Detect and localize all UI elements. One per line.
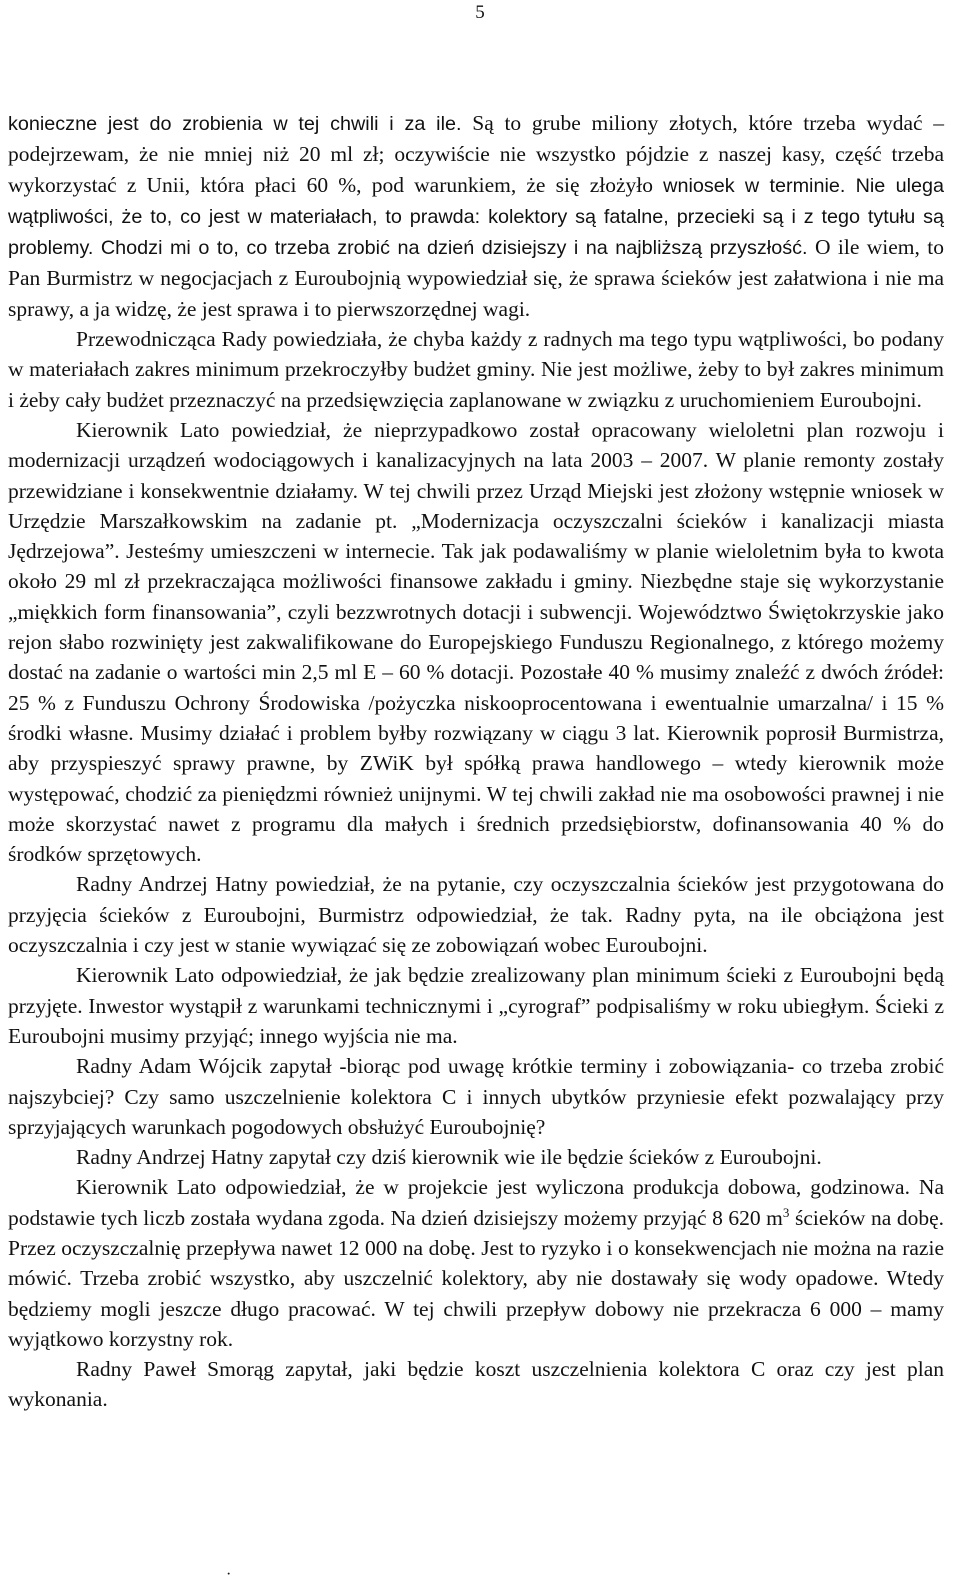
paragraph <box>8 1051 944 1142</box>
text-segment: konieczne jest do zrobienia w tej chwili i za ile. <box>8 113 473 135</box>
text-segment: O ile wiem, to Pan Burmistrz w negocjacjach z Euroubojnią wypowiedział się, że sprawa ścieków jest załatwiona i nie ma sprawy, a ja widzę, że jest sprawa i to pierwszorzędnej wagi. <box>8 235 944 321</box>
paragraph <box>8 415 944 869</box>
text-segment: wniosek w terminie. Nie ulega wątpliwości, że to, co jest w materiałach, to prawda: kolektory są fatalne, przecieki są i z tego tytułu są problemy. Chodzi mi o to, co trzeba zrobić na dzień dzisiejszy i na najbliższą przyszłość. <box>8 174 944 260</box>
page-number: 5 <box>475 2 485 23</box>
text-segment: Przewodnicząca Rady powiedziała, że chyba każdy z radnych ma tego typu wątpliwości, bo podany w materiałach zakres minimum przekroczyłby budżet gminy. Nie jest możliwe, żeby to był zakres minimum i żeby cały budżet przeznaczyć na przedsięwzięcia zaplanowane w związku z uruchomieniem Euroubojni. <box>8 327 944 412</box>
text-segment: Kierownik Lato odpowiedział, że w projekcie jest wyliczona produkcja dobowa, godzinowa. Na podstawie tych liczb została wydana zgoda. Na dzień dzisiejszy możemy przyjąć 8 620 m <box>8 1175 944 1230</box>
paragraph <box>8 1142 944 1172</box>
paragraph <box>8 960 944 1051</box>
paragraph <box>8 324 944 415</box>
text-segment: Kierownik Lato odpowiedział, że jak będzie zrealizowany plan minimum ścieki z Euroubojni będą przyjęte. Inwestor wystąpił z warunkami technicznymi i „cyrograf” podpisaliśmy w roku ubiegłym. Ścieki z Euroubojni musimy przyjąć; innego wyjścia nie ma. <box>8 963 944 1048</box>
text-segment: Radny Paweł Smorąg zapytał, jaki będzie koszt uszczelnienia kolektora C oraz czy jest plan wykonania. <box>8 1357 944 1412</box>
paragraph <box>8 869 944 960</box>
text-segment: Kierownik Lato powiedział, że nieprzypadkowo został opracowany wieloletni plan rozwoju i modernizacji urządzeń wodociągowych i kanalizacyjnych na lata 2003 – 2007. W planie remonty zostały przewidziane i konsekwentnie działamy. W tej chwili przez Urząd Miejski jest złożony wstępnie wniosek w Urzędzie Marszałkowskim na zadanie pt. „Modernizacja oczyszczalni ścieków i kanalizacji miasta Jędrzejowa”. Jesteśmy umieszczeni w internecie. Tak jak podawaliśmy w planie wieloletnim była to kwota około 29 ml zł przekraczająca możliwości finansowe zakładu i gminy. Niezbędne staje się wykorzystanie „miękkich form finansowania”, czyli bezzwrotnych dotacji i subwencji. Województwo Świętokrzyskie jako rejon słabo rozwinięty jest zakwalifikowane do Europejskiego Funduszu Regionalnego, z którego możemy dostać na zadanie o wartości min 2,5 ml E – 60 % dotacji. Pozostałe 40 % musimy znaleźć z dwóch źródeł: 25 % z Funduszu Ochrony Środowiska /pożyczka niskooprocentowana i ewentualnie umarzalna/ i 15 % środki własne. Musimy działać i problem byłby rozwiązany w ciągu 3 lat. Kierownik poprosił Burmistrza, aby przyspieszyć sprawy prawne, by ZWiK był spółką prawa handlowego – wtedy kierownik może występować, chodzić za pieniędzmi również unijnymi. W tej chwili zakład nie ma osobowości prawnej i nie może skorzystać nawet z programu dla małych i średnich przedsiębiorstw, dofinansowania 40 % do środków sprzętowych. <box>8 417 944 867</box>
paragraph <box>8 1172 944 1354</box>
text-segment: Radny Adam Wójcik zapytał -biorąc pod uwagę krótkie terminy i zobowiązania- co trzeba zrobić najszybciej? Czy samo uszczelnienie kolektora C i innych ubytków przyniesie efekt pozwalający przy sprzyjających warunkach pogodowych obsłużyć Euroubojnię? <box>8 1054 944 1139</box>
text-segment: Radny Andrzej Hatny powiedział, że na pytanie, czy oczyszczalnia ścieków jest przygotowana do przyjęcia ścieków z Euroubojni, Burmistrz odpowiedział, że tak. Radny pyta, na ile obciążona jest oczyszczalnia i czy jest w stanie wywiązać się ze zobowiązań wobec Euroubojni. <box>8 872 944 958</box>
paragraph <box>8 1354 944 1415</box>
document-body <box>8 108 944 1415</box>
paragraph <box>8 108 944 324</box>
text-segment: Radny Andrzej Hatny zapytał czy dziś kierownik wie ile będzie ścieków z Euroubojni. <box>76 1145 822 1170</box>
text-segment: ścieków na dobę. Przez oczyszczalnię przepływa nawet 12 000 na dobę. Jest to ryzyko i o konsekwencjach nie można na razie mówić. Trzeba zrobić wszystko, aby uszczelnić kolektory, aby nie dostawały się wody opadowe. Wtedy będziemy mogli jeszcze długo pracować. W tej chwili przepływ dobowy nie przekracza 6 000 – mamy wyjątkowo korzystny rok. <box>8 1205 944 1351</box>
superscript: 3 <box>782 1204 790 1220</box>
text-segment: Są to grube miliony złotych, które trzeba wydać – podejrzewam, że nie mniej niż 20 ml zł; oczywiście nie wszystko pójdzie z naszej kasy, część trzeba wykorzystać z Unii, która płaci 60 %, pod warunkiem, że się złożyło <box>8 111 944 197</box>
scan-mark: · <box>226 1566 232 1583</box>
